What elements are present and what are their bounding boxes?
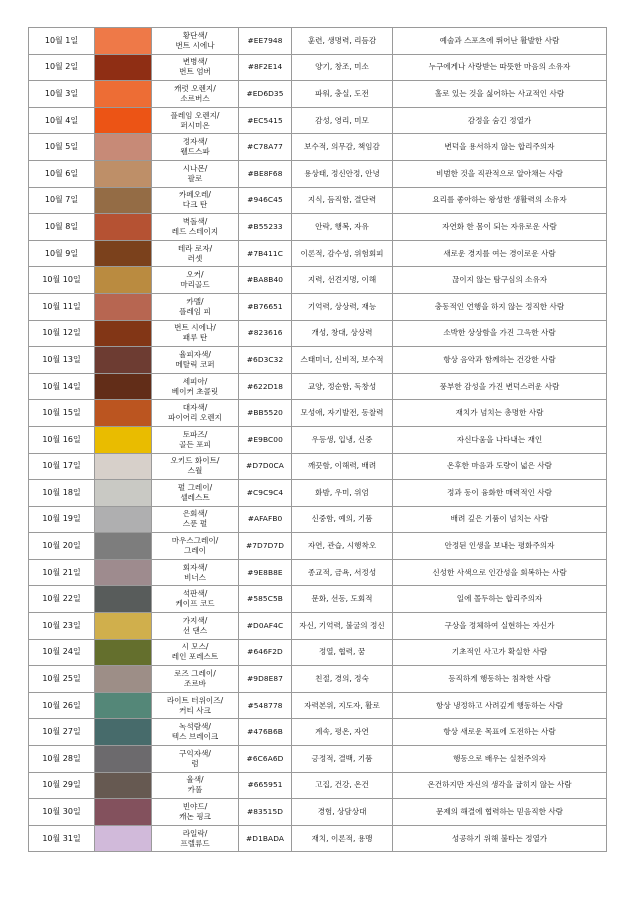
color-swatch <box>95 134 152 161</box>
color-swatch <box>95 347 152 374</box>
hex-code-cell: #B76651 <box>239 293 292 320</box>
hex-code-cell: #EC5415 <box>239 107 292 134</box>
date-cell: 10월 14일 <box>29 373 95 400</box>
color-name-line-2: 베이커 초콜릿 <box>171 386 219 396</box>
color-name-line-1: 구익자색/ <box>179 748 211 758</box>
hex-code-cell: #6C6A6D <box>239 746 292 773</box>
color-name-cell <box>152 267 239 294</box>
color-swatch <box>95 160 152 187</box>
color-name-line-2: 플레임 피 <box>179 306 211 316</box>
hex-code-cell: #665951 <box>239 772 292 799</box>
table-row <box>29 54 607 81</box>
date-cell: 10월 31일 <box>29 825 95 852</box>
color-swatch <box>95 825 152 852</box>
keywords-cell: 깨끗함, 이해력, 배려 <box>292 453 393 480</box>
keywords-cell: 모성애, 자기발전, 동찰력 <box>292 400 393 427</box>
table-row <box>29 533 607 560</box>
color-name-line-2: 프렐류드 <box>180 838 210 848</box>
color-swatch <box>95 400 152 427</box>
color-swatch <box>95 772 152 799</box>
color-swatch <box>95 187 152 214</box>
color-name-cell <box>152 480 239 507</box>
description-cell: 소박한 상상함을 가진 그윽한 사람 <box>393 320 607 347</box>
color-name-cell <box>152 320 239 347</box>
date-cell: 10월 22일 <box>29 586 95 613</box>
color-swatch <box>95 453 152 480</box>
description-cell: 성공하기 위해 불타는 정열가 <box>393 825 607 852</box>
color-name-line-1: 오키드 화이트/ <box>170 456 220 466</box>
color-name-line-1: 로즈 그레이/ <box>174 669 216 679</box>
keywords-cell: 기억력, 상상력, 재능 <box>292 293 393 320</box>
date-cell: 10월 28일 <box>29 746 95 773</box>
hex-code-cell: #8F2E14 <box>239 54 292 81</box>
color-name-line-2: 카풀 <box>187 785 203 795</box>
keywords-cell: 문화, 선동, 도회적 <box>292 586 393 613</box>
keywords-cell: 자신, 기억력, 불굴의 정신 <box>292 613 393 640</box>
color-name-line-2: 캐논 핑크 <box>179 812 211 822</box>
color-name-cell <box>152 134 239 161</box>
keywords-cell: 종교적, 금욕, 서정성 <box>292 559 393 586</box>
color-name-line-2: 텍스 브레이크 <box>171 732 219 742</box>
table-row <box>29 586 607 613</box>
keywords-cell: 계속, 평온, 자연 <box>292 719 393 746</box>
table-row <box>29 506 607 533</box>
color-name-cell <box>152 54 239 81</box>
color-name-line-2: 번트 엄버 <box>179 67 211 77</box>
date-cell: 10월 9일 <box>29 240 95 267</box>
date-cell: 10월 2일 <box>29 54 95 81</box>
hex-code-cell: #D0AF4C <box>239 613 292 640</box>
color-name-line-2: 마리골드 <box>180 280 210 290</box>
hex-code-cell: #946C45 <box>239 187 292 214</box>
color-name-line-2: 러셋 <box>187 253 203 263</box>
description-cell: 정과 동이 융화한 매력적인 사람 <box>393 480 607 507</box>
date-cell: 10월 19일 <box>29 506 95 533</box>
color-name-line-2: 패루 탄 <box>182 333 208 343</box>
color-swatch <box>95 240 152 267</box>
description-cell: 안정된 인생을 보내는 평화주의자 <box>393 533 607 560</box>
hex-code-cell: #476B6B <box>239 719 292 746</box>
color-swatch <box>95 81 152 108</box>
description-cell: 풍부한 감성을 가진 변덕스러운 사람 <box>393 373 607 400</box>
keywords-cell: 재치, 이론적, 용맹 <box>292 825 393 852</box>
color-swatch <box>95 480 152 507</box>
color-name-cell <box>152 772 239 799</box>
color-name-line-2: 커티 사크 <box>179 705 211 715</box>
keywords-cell: 자연, 관습, 시행착오 <box>292 533 393 560</box>
color-swatch <box>95 613 152 640</box>
table-row <box>29 666 607 693</box>
table-row <box>29 28 607 55</box>
table-row <box>29 639 607 666</box>
description-cell: 새로운 경지를 여는 경이로운 사람 <box>393 240 607 267</box>
keywords-cell: 스태미너, 신비적, 보수적 <box>292 347 393 374</box>
color-name-cell <box>152 28 239 55</box>
color-name-line-1: 정자색/ <box>182 137 208 147</box>
color-name-cell <box>152 400 239 427</box>
description-cell: 누구에게나 사랑받는 따뜻한 마음의 소유자 <box>393 54 607 81</box>
keywords-cell: 자력본위, 지도자, 활로 <box>292 692 393 719</box>
date-cell: 10월 8일 <box>29 214 95 241</box>
color-name-line-2: 케이프 코드 <box>175 599 215 609</box>
color-name-line-2: 파이어리 오렌지 <box>168 413 222 423</box>
color-name-line-1: 율색/ <box>186 775 204 785</box>
color-name-line-1: 율피자색/ <box>179 349 211 359</box>
color-swatch <box>95 746 152 773</box>
color-name-cell <box>152 533 239 560</box>
date-cell: 10월 10일 <box>29 267 95 294</box>
keywords-cell: 훈련, 생명력, 리듬감 <box>292 28 393 55</box>
table-row <box>29 613 607 640</box>
color-name-line-2: 선 댄스 <box>182 625 208 635</box>
date-cell: 10월 30일 <box>29 799 95 826</box>
color-swatch <box>95 54 152 81</box>
keywords-cell: 우등생, 입냉, 신중 <box>292 426 393 453</box>
color-name-line-2: 스월 <box>187 466 203 476</box>
color-name-line-2: 퍼시미온 <box>180 120 210 130</box>
color-swatch <box>95 799 152 826</box>
date-cell: 10월 1일 <box>29 28 95 55</box>
hex-code-cell: #E9BC00 <box>239 426 292 453</box>
color-name-cell <box>152 719 239 746</box>
table-row <box>29 559 607 586</box>
date-cell: 10월 24일 <box>29 639 95 666</box>
hex-code-cell: #646F2D <box>239 639 292 666</box>
description-cell: 감정을 숨긴 정열가 <box>393 107 607 134</box>
date-cell: 10월 25일 <box>29 666 95 693</box>
date-cell: 10월 23일 <box>29 613 95 640</box>
date-cell: 10월 6일 <box>29 160 95 187</box>
color-name-cell <box>152 160 239 187</box>
color-name-cell <box>152 214 239 241</box>
color-swatch <box>95 293 152 320</box>
keywords-cell: 보수적, 의무감, 책임감 <box>292 134 393 161</box>
color-name-cell <box>152 240 239 267</box>
date-cell: 10월 15일 <box>29 400 95 427</box>
description-cell: 일에 몰두하는 합리주의자 <box>393 586 607 613</box>
keywords-cell: 파워, 충실, 도전 <box>292 81 393 108</box>
table-row <box>29 799 607 826</box>
color-name-cell <box>152 799 239 826</box>
date-cell: 10월 20일 <box>29 533 95 560</box>
table-row <box>29 160 607 187</box>
table-row <box>29 746 607 773</box>
hex-code-cell: #823616 <box>239 320 292 347</box>
color-name-line-2: 골든 포피 <box>179 439 211 449</box>
color-name-cell <box>152 107 239 134</box>
description-cell: 항상 음악과 함께하는 건강한 사람 <box>393 347 607 374</box>
description-cell: 비범한 것을 직관적으로 알아채는 사람 <box>393 160 607 187</box>
color-swatch <box>95 320 152 347</box>
color-name-line-1: 변병색/ <box>182 57 208 67</box>
description-cell: 홀로 있는 것을 싫어하는 사교적인 사람 <box>393 81 607 108</box>
color-name-cell <box>152 293 239 320</box>
color-name-line-2: 소르버스 <box>180 93 210 103</box>
color-name-line-2: 팔로 <box>187 173 203 183</box>
hex-code-cell: #83515D <box>239 799 292 826</box>
table-row <box>29 772 607 799</box>
keywords-cell: 안락, 행복, 자유 <box>292 214 393 241</box>
table-row <box>29 81 607 108</box>
color-name-line-1: 펄 그레이/ <box>177 482 213 492</box>
hex-code-cell: #6D3C32 <box>239 347 292 374</box>
description-cell: 충동적인 언행을 하지 않는 정직한 사람 <box>393 293 607 320</box>
description-cell: 자연화 한 몸이 되는 자유로운 사람 <box>393 214 607 241</box>
description-cell: 재치가 넘치는 총명한 사람 <box>393 400 607 427</box>
date-cell: 10월 26일 <box>29 692 95 719</box>
color-name-line-1: 회자색/ <box>182 562 208 572</box>
color-name-cell <box>152 639 239 666</box>
color-swatch <box>95 586 152 613</box>
hex-code-cell: #622D18 <box>239 373 292 400</box>
color-swatch <box>95 533 152 560</box>
color-swatch <box>95 426 152 453</box>
date-cell: 10월 17일 <box>29 453 95 480</box>
table-row <box>29 347 607 374</box>
color-name-cell <box>152 426 239 453</box>
birthday-color-table <box>28 27 607 852</box>
date-cell: 10월 27일 <box>29 719 95 746</box>
keywords-cell: 양기, 창조, 미소 <box>292 54 393 81</box>
color-swatch <box>95 639 152 666</box>
hex-code-cell: #D1BADA <box>239 825 292 852</box>
description-cell: 배려 깊은 기품이 넘치는 사람 <box>393 506 607 533</box>
color-name-line-1: 녹석람색/ <box>179 722 211 732</box>
keywords-cell: 고집, 건강, 온건 <box>292 772 393 799</box>
color-name-line-2: 조르바 <box>183 679 206 689</box>
hex-code-cell: #BE8F68 <box>239 160 292 187</box>
color-name-line-1: 라이트 터위이즈/ <box>166 695 224 705</box>
hex-code-cell: #EE7948 <box>239 28 292 55</box>
table-row <box>29 107 607 134</box>
color-name-cell <box>152 586 239 613</box>
color-name-line-1: 황단색/ <box>182 30 208 40</box>
description-cell: 문제의 해결에 협력하는 믿음직한 사람 <box>393 799 607 826</box>
color-name-line-2: 레드 스테이지 <box>171 226 219 236</box>
hex-code-cell: #BA8B40 <box>239 267 292 294</box>
date-cell: 10월 21일 <box>29 559 95 586</box>
table-row <box>29 240 607 267</box>
color-name-line-2: 럼 <box>191 758 199 768</box>
color-name-cell <box>152 692 239 719</box>
color-name-line-2: 스푼 펄 <box>182 519 208 529</box>
color-name-line-1: 번트 시에나/ <box>174 323 216 333</box>
color-name-cell <box>152 373 239 400</box>
color-name-line-1: 은회색/ <box>182 509 208 519</box>
keywords-cell: 정열, 협력, 꿈 <box>292 639 393 666</box>
color-name-line-2: 셀레스트 <box>180 492 210 502</box>
color-name-line-2: 번트 시에나 <box>175 40 215 50</box>
date-cell: 10월 4일 <box>29 107 95 134</box>
color-name-cell <box>152 559 239 586</box>
hex-code-cell: #9D8E87 <box>239 666 292 693</box>
description-cell: 예술과 스포츠에 뛰어난 활발한 사람 <box>393 28 607 55</box>
keywords-cell: 개성, 창대, 상상력 <box>292 320 393 347</box>
date-cell: 10월 16일 <box>29 426 95 453</box>
keywords-cell: 지력, 선견지명, 이해 <box>292 267 393 294</box>
color-swatch <box>95 692 152 719</box>
description-cell: 요리를 좋아하는 왕성한 생활력의 소유자 <box>393 187 607 214</box>
description-cell: 온후한 마음과 도량이 넓은 사람 <box>393 453 607 480</box>
hex-code-cell: #C9C9C4 <box>239 480 292 507</box>
keywords-cell: 화밤, 우미, 위엄 <box>292 480 393 507</box>
hex-code-cell: #ED6D35 <box>239 81 292 108</box>
description-cell: 항상 냉정하고 사려깊게 행동하는 사람 <box>393 692 607 719</box>
description-cell: 신성한 사색으로 인간성을 회복하는 사람 <box>393 559 607 586</box>
color-swatch <box>95 373 152 400</box>
keywords-cell: 용상태, 정신안정, 안녕 <box>292 160 393 187</box>
table-row <box>29 453 607 480</box>
color-swatch <box>95 719 152 746</box>
color-name-line-1: 빈야드/ <box>182 802 208 812</box>
color-name-line-1: 오커/ <box>186 270 204 280</box>
date-cell: 10월 29일 <box>29 772 95 799</box>
table-row <box>29 825 607 852</box>
color-name-line-1: 카멜/ <box>186 296 204 306</box>
table-row <box>29 187 607 214</box>
color-name-cell <box>152 81 239 108</box>
keywords-cell: 긍정적, 결백, 기품 <box>292 746 393 773</box>
table-row <box>29 426 607 453</box>
hex-code-cell: #AFAFB0 <box>239 506 292 533</box>
keywords-cell: 친절, 경의, 정숙 <box>292 666 393 693</box>
color-name-line-2: 비너스 <box>183 572 206 582</box>
hex-code-cell: #B55233 <box>239 214 292 241</box>
keywords-cell: 경험, 상담상대 <box>292 799 393 826</box>
color-name-cell <box>152 453 239 480</box>
color-swatch <box>95 28 152 55</box>
description-cell: 변덕을 용서하지 않는 합리주의자 <box>393 134 607 161</box>
color-name-line-1: 카페오레/ <box>179 190 211 200</box>
keywords-cell: 지식, 듬직함, 결단력 <box>292 187 393 214</box>
color-name-line-1: 가지색/ <box>182 615 208 625</box>
table-row <box>29 267 607 294</box>
color-swatch <box>95 214 152 241</box>
description-cell: 끊이지 않는 탐구심의 소유자 <box>393 267 607 294</box>
color-name-line-1: 플레임 오렌지/ <box>170 110 220 120</box>
color-name-line-2: 그레이 <box>183 546 206 556</box>
color-name-line-1: 캐럿 오렌지/ <box>174 83 216 93</box>
color-name-cell <box>152 666 239 693</box>
color-swatch <box>95 666 152 693</box>
color-swatch <box>95 506 152 533</box>
date-cell: 10월 5일 <box>29 134 95 161</box>
table-row <box>29 320 607 347</box>
color-name-line-1: 토파즈/ <box>182 429 208 439</box>
keywords-cell: 신중함, 예의, 기품 <box>292 506 393 533</box>
date-cell: 10월 3일 <box>29 81 95 108</box>
description-cell: 항상 새로운 목표에 도전하는 사람 <box>393 719 607 746</box>
table-row <box>29 214 607 241</box>
keywords-cell: 감성, 영리, 미모 <box>292 107 393 134</box>
color-name-cell <box>152 825 239 852</box>
hex-code-cell: #7B411C <box>239 240 292 267</box>
color-swatch <box>95 267 152 294</box>
date-cell: 10월 18일 <box>29 480 95 507</box>
description-cell: 자신다움을 나타내는 재인 <box>393 426 607 453</box>
color-name-line-1: 라일락/ <box>182 828 208 838</box>
date-cell: 10월 11일 <box>29 293 95 320</box>
description-cell: 등직하게 행동하는 침착한 사람 <box>393 666 607 693</box>
color-name-cell <box>152 347 239 374</box>
color-swatch <box>95 107 152 134</box>
color-name-cell <box>152 506 239 533</box>
color-name-line-2: 메탈릭 코퍼 <box>175 359 215 369</box>
description-cell: 구상을 정체하여 실현하는 자신가 <box>393 613 607 640</box>
color-name-line-2: 다크 탄 <box>182 200 208 210</box>
color-name-line-1: 시나몬/ <box>182 163 208 173</box>
date-cell: 10월 13일 <box>29 347 95 374</box>
table-row <box>29 400 607 427</box>
color-name-line-2: 레인 포레스트 <box>171 652 219 662</box>
description-cell: 온건하지만 자신의 생각을 굽히지 않는 사람 <box>393 772 607 799</box>
color-name-cell <box>152 746 239 773</box>
color-name-line-1: 마우스그레이/ <box>171 536 219 546</box>
hex-code-cell: #BB5520 <box>239 400 292 427</box>
description-cell: 행동으로 배우는 실천주의자 <box>393 746 607 773</box>
description-cell: 기초적인 사고가 확실한 사람 <box>393 639 607 666</box>
color-swatch <box>95 559 152 586</box>
hex-code-cell: #585C5B <box>239 586 292 613</box>
table-row <box>29 719 607 746</box>
table-row <box>29 692 607 719</box>
hex-code-cell: #548778 <box>239 692 292 719</box>
color-name-line-2: 웰드스파 <box>180 147 210 157</box>
color-name-line-1: 테라 로자/ <box>177 243 213 253</box>
color-name-cell <box>152 613 239 640</box>
table-row <box>29 480 607 507</box>
hex-code-cell: #7D7D7D <box>239 533 292 560</box>
color-name-line-1: 대자색/ <box>182 403 208 413</box>
table-row <box>29 373 607 400</box>
hex-code-cell: #D7D0CA <box>239 453 292 480</box>
date-cell: 10월 7일 <box>29 187 95 214</box>
color-name-line-1: 시 모스/ <box>181 642 209 652</box>
keywords-cell: 교양, 정순함, 독창성 <box>292 373 393 400</box>
color-name-line-1: 세피아/ <box>182 376 208 386</box>
color-name-line-1: 석판색/ <box>182 589 208 599</box>
keywords-cell: 이론적, 감수성, 위험회피 <box>292 240 393 267</box>
table-row <box>29 134 607 161</box>
color-name-cell <box>152 187 239 214</box>
color-name-line-1: 벽돌색/ <box>182 216 208 226</box>
hex-code-cell: #9E8B8E <box>239 559 292 586</box>
date-cell: 10월 12일 <box>29 320 95 347</box>
table-row <box>29 293 607 320</box>
hex-code-cell: #C78A77 <box>239 134 292 161</box>
